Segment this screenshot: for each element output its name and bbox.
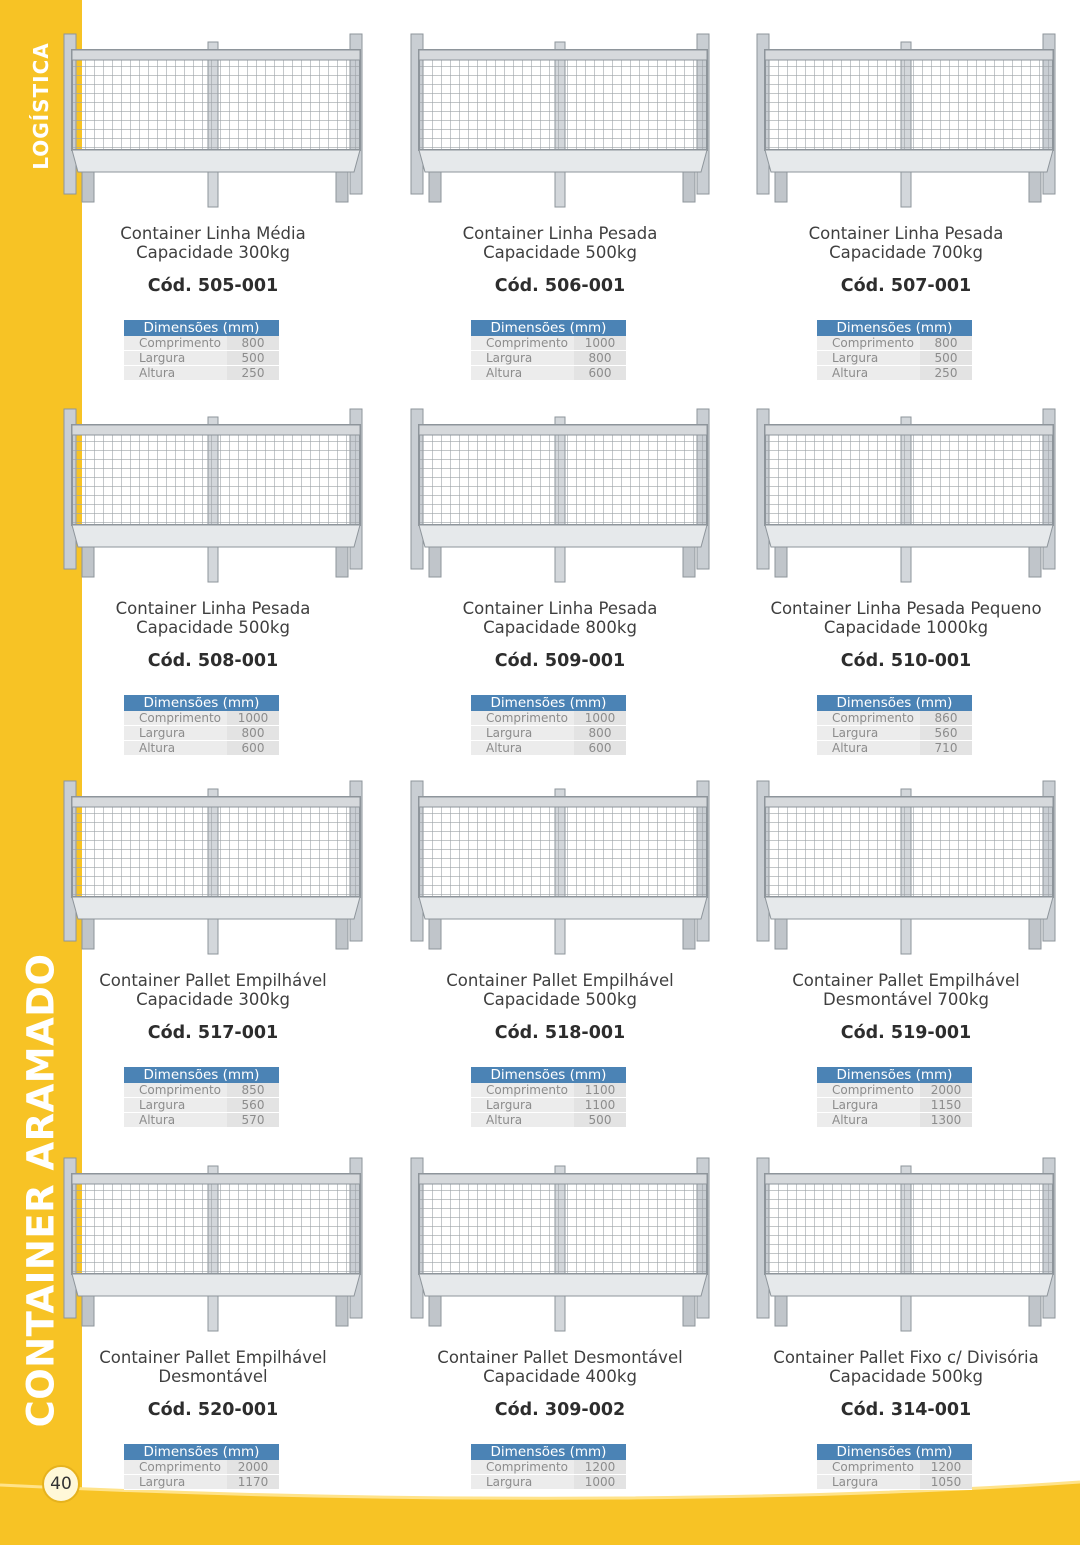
dimension-value: 800 (920, 336, 972, 350)
dimension-value: 850 (227, 1083, 279, 1097)
dimension-row-length (471, 1460, 626, 1475)
product-card (387, 12, 733, 380)
dimension-value: 500 (920, 351, 972, 365)
product-name-line2: Capacidade 500kg (483, 243, 637, 262)
dimension-label: Altura (817, 366, 920, 380)
dimension-row-width (471, 726, 626, 741)
product-card (387, 387, 733, 755)
catalog-title: CONTAINER ARAMADO (19, 953, 63, 1427)
dimension-row-width (817, 1475, 972, 1490)
dimension-label: Largura (471, 726, 574, 740)
dimension-value: 1000 (574, 1475, 626, 1489)
product-name-line2: Capacidade 500kg (829, 1367, 983, 1386)
dimension-value: 560 (920, 726, 972, 740)
dimension-row-length (471, 336, 626, 351)
product-card (733, 12, 1079, 380)
dimension-value: 570 (227, 1113, 279, 1127)
product-image (58, 759, 368, 959)
product-card (733, 387, 1079, 755)
product-name (387, 971, 733, 1009)
product-name-line1: Container Linha Pesada (808, 224, 1004, 243)
product-name-line1: Container Linha Pesada Pequeno (770, 599, 1042, 618)
product-image (405, 759, 715, 959)
dimension-value: 1000 (227, 711, 279, 725)
dimension-row-length (817, 1083, 972, 1098)
product-image (58, 1136, 368, 1336)
product-name-line1: Container Linha Pesada (462, 224, 658, 243)
dimension-label: Comprimento (817, 1083, 920, 1097)
product-card (40, 759, 386, 1127)
dimensions-table (471, 1444, 626, 1490)
dimensions-header: Dimensões (mm) (471, 695, 626, 711)
dimension-row-height (471, 366, 626, 381)
product-image (405, 1136, 715, 1336)
product-code: Cód. 510-001 (840, 651, 972, 671)
dimensions-table (817, 320, 972, 381)
dimension-row-width (471, 1098, 626, 1113)
product-image (58, 12, 368, 212)
dimension-value: 500 (227, 351, 279, 365)
dimension-label: Comprimento (471, 336, 574, 350)
dimension-row-width (124, 726, 279, 741)
dimensions-header: Dimensões (mm) (124, 1067, 279, 1083)
product-code: Cód. 505-001 (147, 276, 279, 296)
product-code: Cód. 508-001 (147, 651, 279, 671)
dimension-row-length (817, 336, 972, 351)
dimension-row-height (124, 1113, 279, 1128)
dimensions-header: Dimensões (mm) (817, 1067, 972, 1083)
product-name-line2: Capacidade 400kg (483, 1367, 637, 1386)
dimension-label: Altura (471, 741, 574, 755)
dimension-value: 250 (920, 366, 972, 380)
product-code: Cód. 309-002 (494, 1400, 626, 1420)
dimension-value: 710 (920, 741, 972, 755)
dimension-row-height (817, 366, 972, 381)
dimension-value: 1050 (920, 1475, 972, 1489)
dimensions-header: Dimensões (mm) (471, 320, 626, 336)
dimension-label: Comprimento (124, 1083, 227, 1097)
product-name (733, 224, 1079, 262)
product-image (58, 387, 368, 587)
dimension-label: Largura (124, 1475, 227, 1489)
dimension-value: 1200 (574, 1460, 626, 1474)
dimension-label: Largura (124, 1098, 227, 1112)
dimension-row-length (817, 711, 972, 726)
dimension-row-length (817, 1460, 972, 1475)
dimension-row-length (124, 1083, 279, 1098)
dimension-row-width (471, 1475, 626, 1490)
dimension-value: 600 (227, 741, 279, 755)
dimensions-header: Dimensões (mm) (124, 320, 279, 336)
dimensions-table (471, 320, 626, 381)
dimension-value: 800 (227, 726, 279, 740)
dimension-label: Altura (124, 366, 227, 380)
dimension-row-length (124, 1460, 279, 1475)
dimension-label: Largura (817, 1475, 920, 1489)
dimension-label: Altura (124, 741, 227, 755)
dimension-label: Comprimento (471, 711, 574, 725)
dimension-row-width (817, 726, 972, 741)
dimension-value: 800 (574, 726, 626, 740)
dimension-row-width (124, 351, 279, 366)
product-name-line1: Container Pallet Empilhável (99, 1348, 327, 1367)
product-name-line1: Container Linha Pesada (462, 599, 658, 618)
dimensions-table (817, 695, 972, 756)
product-name-line2: Capacidade 300kg (136, 990, 290, 1009)
product-image (751, 759, 1061, 959)
dimension-row-length (471, 711, 626, 726)
dimension-row-length (124, 336, 279, 351)
dimension-label: Comprimento (124, 1460, 227, 1474)
dimensions-table (471, 695, 626, 756)
dimension-value: 600 (574, 741, 626, 755)
dimension-label: Comprimento (817, 711, 920, 725)
product-name (733, 599, 1079, 637)
dimension-label: Largura (817, 1098, 920, 1112)
product-name-line2: Capacidade 500kg (136, 618, 290, 637)
dimension-label: Comprimento (124, 711, 227, 725)
dimensions-header: Dimensões (mm) (124, 1444, 279, 1460)
dimensions-table (124, 695, 279, 756)
dimension-row-width (124, 1475, 279, 1490)
product-name (40, 971, 386, 1009)
dimension-label: Comprimento (471, 1460, 574, 1474)
dimension-row-width (817, 1098, 972, 1113)
dimension-row-height (471, 1113, 626, 1128)
dimension-label: Largura (471, 351, 574, 365)
product-name-line2: Desmontável 700kg (823, 990, 989, 1009)
product-name-line2: Capacidade 300kg (136, 243, 290, 262)
product-image (751, 387, 1061, 587)
dimension-value: 800 (227, 336, 279, 350)
product-name-line2: Capacidade 500kg (483, 990, 637, 1009)
dimensions-table (124, 1067, 279, 1128)
product-card (40, 12, 386, 380)
product-name (387, 599, 733, 637)
product-card (40, 387, 386, 755)
product-name-line1: Container Pallet Desmontável (437, 1348, 683, 1367)
dimension-value: 1100 (574, 1098, 626, 1112)
dimension-value: 1170 (227, 1475, 279, 1489)
dimension-value: 1200 (920, 1460, 972, 1474)
product-card (733, 759, 1079, 1127)
dimension-value: 500 (574, 1113, 626, 1127)
product-image (405, 387, 715, 587)
page-number: 40 (42, 1465, 80, 1503)
product-image (751, 12, 1061, 212)
dimension-row-height (817, 1113, 972, 1128)
dimensions-table (124, 320, 279, 381)
dimension-value: 1000 (574, 711, 626, 725)
dimension-row-height (124, 366, 279, 381)
dimension-row-length (471, 1083, 626, 1098)
dimensions-table (817, 1067, 972, 1128)
dimension-row-height (817, 741, 972, 756)
dimension-row-length (124, 711, 279, 726)
product-name (40, 599, 386, 637)
dimension-row-height (124, 741, 279, 756)
product-name (387, 224, 733, 262)
dimension-value: 2000 (920, 1083, 972, 1097)
dimension-label: Largura (817, 351, 920, 365)
product-name (733, 1348, 1079, 1386)
section-label: LOGÍSTICA (29, 42, 54, 170)
dimension-label: Largura (817, 726, 920, 740)
dimension-label: Altura (817, 741, 920, 755)
product-name-line2: Capacidade 800kg (483, 618, 637, 637)
dimension-label: Comprimento (124, 336, 227, 350)
product-name-line1: Container Linha Média (120, 224, 306, 243)
dimension-value: 560 (227, 1098, 279, 1112)
product-name-line2: Desmontável (158, 1367, 268, 1386)
dimensions-table (817, 1444, 972, 1490)
dimensions-header: Dimensões (mm) (471, 1444, 626, 1460)
dimension-value: 2000 (227, 1460, 279, 1474)
dimension-label: Largura (124, 726, 227, 740)
dimension-row-width (817, 351, 972, 366)
product-name-line1: Container Pallet Empilhável (792, 971, 1020, 990)
product-name-line1: Container Linha Pesada (115, 599, 311, 618)
dimension-label: Largura (124, 351, 227, 365)
product-name-line1: Container Pallet Empilhável (446, 971, 674, 990)
product-code: Cód. 509-001 (494, 651, 626, 671)
product-name (40, 1348, 386, 1386)
dimensions-header: Dimensões (mm) (817, 1444, 972, 1460)
dimension-label: Altura (471, 366, 574, 380)
dimension-row-width (471, 351, 626, 366)
product-code: Cód. 506-001 (494, 276, 626, 296)
dimension-value: 250 (227, 366, 279, 380)
dimensions-header: Dimensões (mm) (817, 695, 972, 711)
dimension-value: 600 (574, 366, 626, 380)
dimensions-table (124, 1444, 279, 1490)
dimension-label: Comprimento (471, 1083, 574, 1097)
dimension-row-width (124, 1098, 279, 1113)
product-code: Cód. 314-001 (840, 1400, 972, 1420)
dimensions-header: Dimensões (mm) (124, 695, 279, 711)
dimensions-table (471, 1067, 626, 1128)
dimension-label: Comprimento (817, 1460, 920, 1474)
product-name-line1: Container Pallet Fixo c/ Divisória (773, 1348, 1039, 1367)
dimension-label: Altura (817, 1113, 920, 1127)
dimension-value: 1300 (920, 1113, 972, 1127)
product-card (733, 1136, 1079, 1496)
product-code: Cód. 518-001 (494, 1023, 626, 1043)
dimensions-header: Dimensões (mm) (471, 1067, 626, 1083)
product-name (387, 1348, 733, 1386)
product-name (733, 971, 1079, 1009)
dimension-value: 1100 (574, 1083, 626, 1097)
product-name-line2: Capacidade 700kg (829, 243, 983, 262)
product-name-line1: Container Pallet Empilhável (99, 971, 327, 990)
dimension-label: Altura (124, 1113, 227, 1127)
product-name-line2: Capacidade 1000kg (823, 618, 989, 637)
dimension-label: Altura (471, 1113, 574, 1127)
product-image (405, 12, 715, 212)
product-card (387, 759, 733, 1127)
dimension-label: Comprimento (817, 336, 920, 350)
product-code: Cód. 520-001 (147, 1400, 279, 1420)
product-code: Cód. 507-001 (840, 276, 972, 296)
product-code: Cód. 517-001 (147, 1023, 279, 1043)
dimension-value: 1000 (574, 336, 626, 350)
dimension-row-height (471, 741, 626, 756)
dimension-value: 800 (574, 351, 626, 365)
dimension-label: Largura (471, 1098, 574, 1112)
product-card (40, 1136, 386, 1496)
dimensions-header: Dimensões (mm) (817, 320, 972, 336)
dimension-label: Largura (471, 1475, 574, 1489)
dimension-value: 1150 (920, 1098, 972, 1112)
product-card (387, 1136, 733, 1496)
dimension-value: 860 (920, 711, 972, 725)
product-code: Cód. 519-001 (840, 1023, 972, 1043)
product-name (40, 224, 386, 262)
product-image (751, 1136, 1061, 1336)
